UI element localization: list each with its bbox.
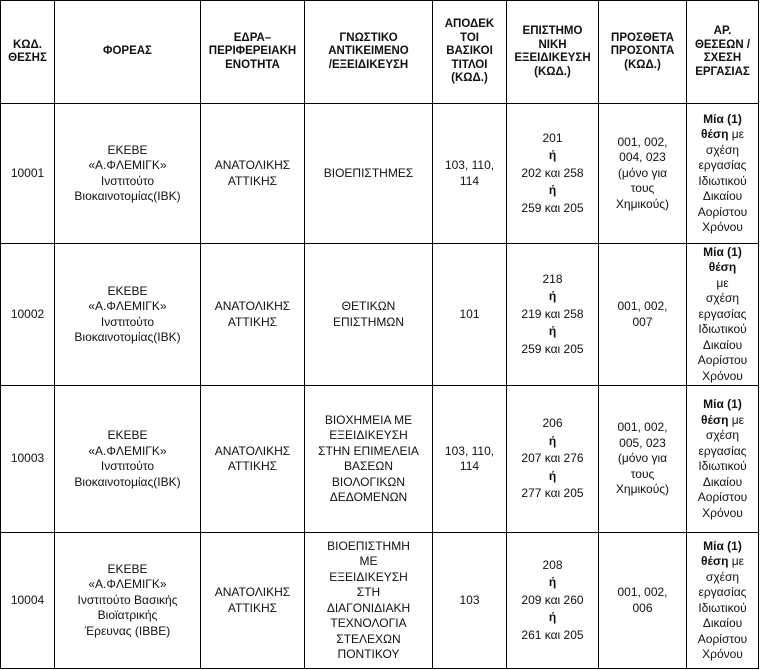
header-specialization: ΕΠΙΣΤΗΜΟ ΝΙΚΗ ΕΞΕΙΔΙΚΕΥΣΗ (ΚΩΔ.) — [507, 1, 599, 104]
cell-agency: ΕΚΕΒΕ «Α.ΦΛΕΜΙΓΚ» Ινστιτούτο Βιοκαινοτομίας(ΙΒΚ) — [55, 104, 201, 244]
cell-agency: ΕΚΕΒΕ «Α.ΦΛΕΜΙΓΚ» Ινστιτούτο Βασικής Βιοϊατρικής Έρευνας (ΙΒΒΕ) — [55, 533, 201, 669]
cell-seat: ΑΝΑΤΟΛΙΚΗΣ ΑΤΤΙΚΗΣ — [201, 533, 305, 669]
table-row — [1, 533, 759, 669]
table-row — [1, 104, 759, 244]
cell-field: ΒΙΟΕΠΙΣΤΗΜΗ ΜΕ ΕΞΕΙΔΙΚΕΥΣΗ ΣΤΗ ΔΙΑΓΟΝΙΔΙΑΚΗ ΤΕΧΝΟΛΟΓΙΑ ΣΤΕΛΕΧΩΝ ΠΟΝΤΙΚΟΥ — [305, 533, 433, 669]
cell-specialization: 218 ή 219 και 258 ή 259 και 205 — [507, 244, 599, 386]
header-positions: ΑΡ. ΘΕΣΕΩΝ / ΣΧΕΣΗ ΕΡΓΑΣΙΑΣ — [687, 1, 759, 104]
header-extra: ΠΡΟΣΘΕΤΑ ΠΡΟΣΟΝΤΑ (ΚΩΔ.) — [599, 1, 687, 104]
header-code: ΚΩΔ. ΘΕΣΗΣ — [1, 1, 55, 104]
header-field: ΓΝΩΣΤΙΚΟ ΑΝΤΙΚΕΙΜΕΝΟ /ΕΞΕΙΔΙΚΕΥΣΗ — [305, 1, 433, 104]
cell-agency: ΕΚΕΒΕ «Α.ΦΛΕΜΙΓΚ» Ινστιτούτο Βιοκαινοτομίας(ΙΒΚ) — [55, 244, 201, 386]
cell-positions: Μία (1) θέση με σχέση εργασίας Ιδιωτικού Δικαίου Αορίστου Χρόνου — [687, 244, 759, 386]
cell-extra: 001, 002, 004, 023 (μόνο για τους Χημικούς) — [599, 104, 687, 244]
header-seat: ΕΔΡΑ– ΠΕΡΙΦΕΡΕΙΑΚΗ ΕΝΟΤΗΤΑ — [201, 1, 305, 104]
cell-code: 10002 — [1, 244, 55, 386]
header-agency: ΦΟΡΕΑΣ — [55, 1, 201, 104]
cell-field: ΒΙΟΕΠΙΣΤΗΜΕΣ — [305, 104, 433, 244]
cell-extra: 001, 002, 006 — [599, 533, 687, 669]
table-row — [1, 386, 759, 533]
cell-code: 10001 — [1, 104, 55, 244]
cell-extra: 001, 002, 005, 023 (μόνο για τους Χημικούς) — [599, 386, 687, 533]
cell-extra: 001, 002, 007 — [599, 244, 687, 386]
cell-seat: ΑΝΑΤΟΛΙΚΗΣ ΑΤΤΙΚΗΣ — [201, 244, 305, 386]
header-row — [1, 1, 759, 104]
header-titles: ΑΠΟΔΕΚ ΤΟΙ ΒΑΣΙΚΟΙ ΤΙΤΛΟΙ (ΚΩΔ.) — [433, 1, 507, 104]
cell-field: ΘΕΤΙΚΩΝ ΕΠΙΣΤΗΜΩΝ — [305, 244, 433, 386]
table-row — [1, 244, 759, 386]
cell-titles: 103 — [433, 533, 507, 669]
cell-code: 10004 — [1, 533, 55, 669]
cell-titles: 103, 110, 114 — [433, 386, 507, 533]
cell-code: 10003 — [1, 386, 55, 533]
cell-specialization: 206 ή 207 και 276 ή 277 και 205 — [507, 386, 599, 533]
cell-agency: ΕΚΕΒΕ «Α.ΦΛΕΜΙΓΚ» Ινστιτούτο Βιοκαινοτομίας(ΙΒΚ) — [55, 386, 201, 533]
cell-seat: ΑΝΑΤΟΛΙΚΗΣ ΑΤΤΙΚΗΣ — [201, 386, 305, 533]
cell-specialization: 201 ή 202 και 258 ή 259 και 205 — [507, 104, 599, 244]
cell-seat: ΑΝΑΤΟΛΙΚΗΣ ΑΤΤΙΚΗΣ — [201, 104, 305, 244]
cell-positions: Μία (1) θέση με σχέση εργασίας Ιδιωτικού Δικαίου Αορίστου Χρόνου — [687, 386, 759, 533]
cell-positions: Μία (1) θέση με σχέση εργασίας Ιδιωτικού Δικαίου Αορίστου Χρόνου — [687, 104, 759, 244]
cell-titles: 103, 110, 114 — [433, 104, 507, 244]
cell-positions: Μία (1) θέση με σχέση εργασίας Ιδιωτικού Δικαίου Αορίστου Χρόνου — [687, 533, 759, 669]
cell-specialization: 208 ή 209 και 260 ή 261 και 205 — [507, 533, 599, 669]
cell-field: ΒΙΟΧΗΜΕΙΑ ΜΕ ΕΞΕΙΔΙΚΕΥΣΗ ΣΤΗΝ ΕΠΙΜΕΛΕΙΑ ΒΑΣΕΩΝ ΒΙΟΛΟΓΙΚΩΝ ΔΕΔΟΜΕΝΩΝ — [305, 386, 433, 533]
cell-titles: 101 — [433, 244, 507, 386]
